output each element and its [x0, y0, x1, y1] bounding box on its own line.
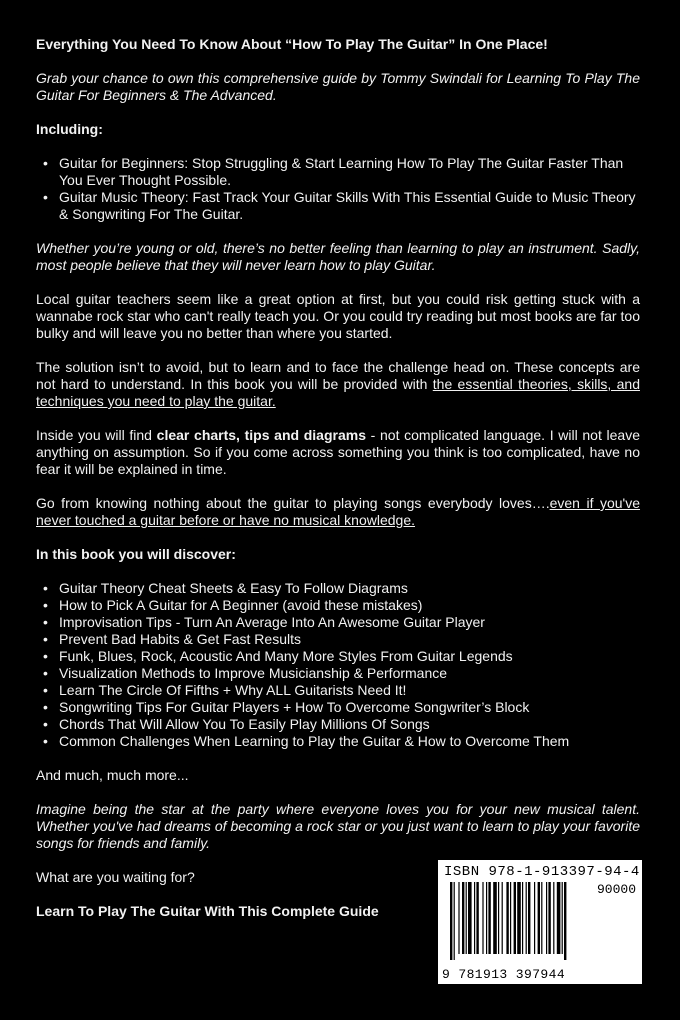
isbn-label: ISBN 978-1-913397-94-4 — [444, 864, 640, 880]
list-item: • Learn The Circle Of Fifths + Why ALL Guitarists Need It! — [59, 682, 640, 699]
list-item: • Songwriting Tips For Guitar Players + How To Overcome Songwriter’s Block — [59, 699, 640, 716]
barcode-bar — [488, 882, 490, 954]
barcode-bar — [474, 882, 475, 954]
including-label: Including: — [36, 121, 103, 137]
inside-pre: Inside you will find — [36, 427, 157, 443]
solution-underlined: the essential theories, skills, and techniques you need to play the guitar. — [36, 376, 640, 409]
barcode-bar — [502, 882, 503, 954]
imagine-paragraph: Imagine being the star at the party where everyone loves you for your new musical talent. Whether you've had dreams of becoming a rock star or you just want to learn to play your favorite songs for friends and family. — [36, 801, 640, 851]
list-item: • Chords That Will Allow You To Easily Play Millions Of Songs — [59, 716, 640, 733]
barcode-bar — [538, 882, 540, 954]
list-item: • Improvisation Tips - Turn An Average Into An Awesome Guitar Player — [59, 614, 640, 631]
goforth-underlined: even if you've never touched a guitar before or have no musical knowledge. — [36, 495, 641, 528]
list-item: • Visualization Methods to Improve Musicianship & Performance — [59, 665, 640, 682]
intro-paragraph: Grab your chance to own this comprehensive guide by Tommy Swindali for Learning To Play The Guitar For Beginners & The Advanced. — [36, 70, 640, 103]
back-cover-text — [36, 36, 640, 937]
list-item: • Funk, Blues, Rock, Acoustic And Many More Styles From Guitar Legends — [59, 648, 640, 665]
barcode-bar — [462, 882, 464, 954]
barcode-bar — [546, 882, 547, 954]
barcode-bar — [534, 882, 535, 954]
list-item: • Prevent Bad Habits & Get Fast Results — [59, 631, 640, 648]
barcode-bar — [541, 882, 542, 954]
teachers-paragraph: Local guitar teachers seem like a great option at first, but you could risk getting stuck with a wannabe rock star who can't really teach you. Or you could try reading but most books are far too bulky and will leave you no better than where you started. — [36, 291, 640, 341]
goforth-paragraph — [36, 495, 640, 529]
headline: Everything You Need To Know About “How To Play The Guitar” In One Place! — [36, 36, 548, 52]
barcode-bar — [486, 882, 487, 954]
list-item: • Guitar Theory Cheat Sheets & Easy To Follow Diagrams — [59, 580, 640, 597]
list-item: • Guitar Music Theory: Fast Track Your Guitar Skills With This Essential Guide to Music Theory & Songwriting For The Guitar. — [59, 189, 640, 223]
list-item: • Guitar for Beginners: Stop Struggling & Start Learning How To Play The Guitar Faster Than You Ever Thought Possible. — [59, 155, 640, 189]
inside-post: - not complicated language. I will not leave anything on assumption. So if you come across something you think is too complicated, have no fear it will be explained in time. — [36, 427, 640, 477]
barcode-bar — [526, 882, 527, 954]
isbn-barcode — [438, 860, 642, 984]
barcode-bars — [450, 882, 630, 962]
barcode-bar — [528, 882, 530, 954]
barcode-bar — [553, 882, 554, 954]
barcode-bar — [458, 882, 459, 954]
goforth-text: Go from knowing nothing about the guitar to playing songs everybody loves…. — [36, 495, 550, 511]
barcode-bar — [468, 882, 472, 954]
barcode-bar — [476, 882, 478, 954]
isbn-digits: 9 781913 397944 — [442, 967, 566, 982]
barcode-bar — [517, 882, 521, 954]
waiting-line: What are you waiting for? — [36, 869, 195, 885]
inside-paragraph — [36, 427, 640, 478]
barcode-bar — [548, 882, 550, 954]
including-list — [36, 155, 640, 223]
inside-bold: clear charts, tips and diagrams — [156, 427, 366, 443]
barcode-bar — [514, 882, 516, 954]
barcode-bar — [450, 882, 452, 960]
barcode-bar — [510, 882, 511, 954]
barcode-bar — [482, 882, 483, 954]
price-code: 90000 — [596, 882, 636, 897]
much-more: And much, much more... — [36, 767, 189, 783]
list-item: • Common Challenges When Learning to Play the Guitar & How to Overcome Them — [59, 733, 640, 750]
solution-paragraph — [36, 359, 640, 410]
barcode-bar — [522, 882, 523, 954]
discover-label: In this book you will discover: — [36, 546, 236, 562]
call-to-action: Learn To Play The Guitar With This Complete Guide — [36, 903, 379, 919]
barcode-bar — [557, 882, 561, 954]
barcode-bar — [498, 882, 499, 954]
barcode-bar — [454, 882, 455, 960]
list-item: • How to Pick A Guitar for A Beginner (avoid these mistakes) — [59, 597, 640, 614]
barcode-bar — [562, 882, 563, 954]
barcode-bar — [466, 882, 467, 954]
barcode-bar — [564, 882, 566, 960]
young-old-paragraph: Whether you’re young or old, there’s no better feeling than learning to play an instrument. Sadly, most people believe that they will never learn how to play Guitar. — [36, 240, 640, 273]
discover-list — [36, 580, 640, 750]
solution-text: The solution isn’t to avoid, but to learn and to face the challenge head on. These concepts are not hard to understand. In this book you will be provided with — [36, 359, 640, 392]
barcode-bar — [493, 882, 497, 954]
barcode-bar — [506, 882, 508, 954]
